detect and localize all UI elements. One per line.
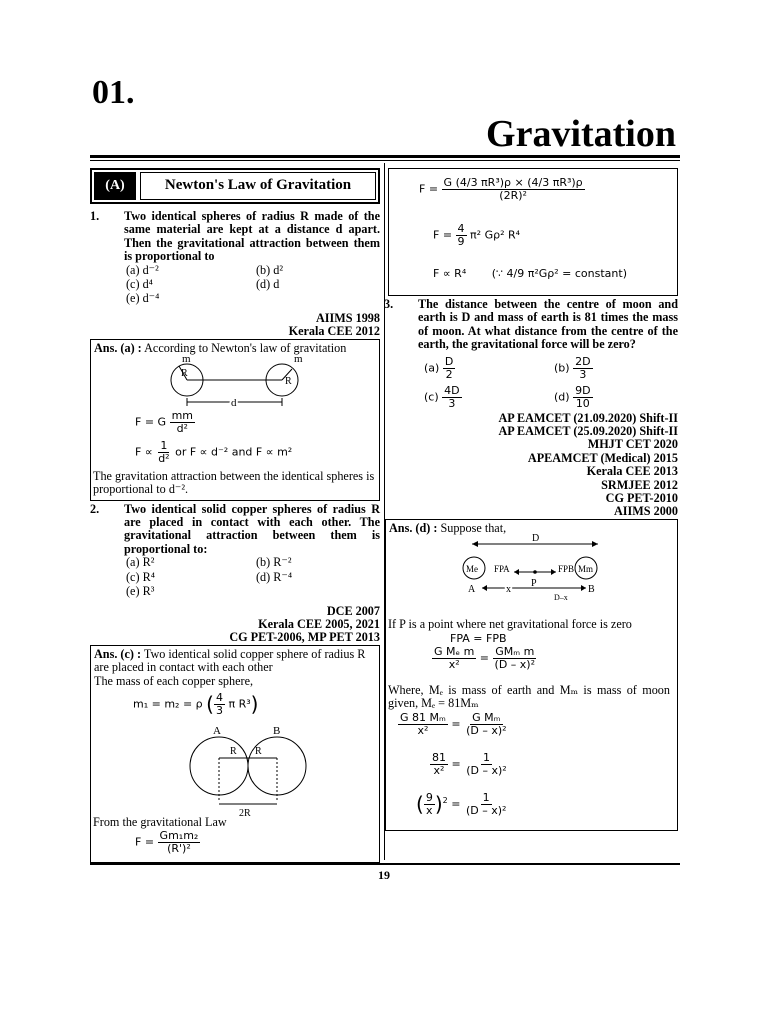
question-3-options: [424, 356, 678, 410]
option-e: (e) d⁻⁴: [126, 291, 160, 306]
option-b: (b) d²: [256, 262, 284, 277]
answer-3-box: [385, 519, 678, 831]
eq-substituted: $\frac{\text{G 81 Mₘ}}{\text{x²}}$ = $\frac{\text{G Mₘ}}{\text{(D – x)²}}$: [400, 710, 507, 737]
two-spheres-diagram: [151, 354, 351, 410]
label-Me: Me: [466, 563, 478, 574]
option-e: (e) R³: [126, 584, 155, 599]
option-d: (d) d: [256, 277, 280, 292]
source: AP EAMCET (25.09.2020) Shift-II: [498, 424, 678, 439]
arrow-head-right: [592, 541, 598, 547]
right-column: [384, 168, 678, 831]
label-P: P: [531, 577, 537, 589]
question-text: The distance between the centre of moon and earth is D and mass of earth is 81 times the mass of moon. At what distance from the centre of the earth, the gravitational force will be zero?: [418, 297, 678, 352]
eq-lhs: F ∝ R⁴: [433, 267, 467, 280]
force-arrow-right: [551, 569, 556, 575]
question-1-sources: [90, 312, 380, 339]
equation-proportion: [135, 440, 292, 465]
question-2-options: [126, 556, 380, 598]
eq-simplified: $\frac{81}{\text{x²}}$ = $\frac{1}{\text{(D – x)²}}$: [432, 750, 507, 777]
eq-rest: π² Gρ² R⁴: [470, 228, 521, 242]
question-number: 1.: [90, 209, 100, 223]
answer-text: According to Newton's law of gravitation: [144, 340, 347, 355]
eq-lhs: F ∝: [135, 445, 153, 459]
answer-2-box: [90, 645, 380, 863]
source: DCE 2007: [326, 603, 380, 618]
mass-label-left: m: [182, 353, 191, 365]
answer-label: Ans. (a) :: [94, 340, 142, 355]
chapter-title: Gravitation: [486, 113, 676, 155]
eq-num: 4: [457, 222, 465, 235]
radius-label-left: R: [181, 367, 188, 379]
label-x: x: [506, 583, 511, 595]
option-c: (c) d⁴: [126, 277, 153, 292]
force-arrow-left: [514, 569, 519, 575]
source: Kerala CEE 2005, 2021: [258, 616, 380, 631]
eq-num: Gm₁m₂: [159, 828, 199, 842]
continued-eq-3: [433, 267, 627, 280]
source: APEAMCET (Medical) 2015: [527, 450, 678, 465]
option-c: (c) $\frac{4D}{3}$: [424, 383, 460, 410]
page-number: 19: [378, 868, 390, 882]
answer-label: Ans. (d) :: [389, 520, 438, 535]
eq-lhs: F =: [433, 228, 453, 242]
law-text: From the gravitational Law: [93, 814, 227, 829]
question-3-sources: [388, 412, 678, 519]
option-d: (d) $\frac{9D}{10}$: [554, 383, 591, 410]
chapter-number: 01.: [92, 74, 135, 111]
p-text: If P is a point where net gravitational force is zero: [388, 616, 632, 631]
label-B: B: [588, 583, 595, 595]
eq-note: (∵ 4/9 π²Gρ² = constant): [491, 267, 627, 280]
section-header: [90, 168, 380, 204]
eq-lhs: m₁ = m₂ = ρ: [133, 697, 203, 711]
source: AIIMS 2000: [614, 504, 678, 519]
option-c: (c) R⁴: [126, 569, 155, 584]
distance-label: 2R: [239, 807, 251, 818]
where-text: Where, Mₑ is mass of earth and Mₘ is mass of moon given, Mₑ = 81Mₘ: [388, 682, 670, 711]
eq-den: 9: [457, 235, 465, 248]
eq-rest: or F ∝ d⁻² and F ∝ m²: [175, 445, 293, 459]
eq-den: (R')²: [167, 841, 191, 855]
touching-spheres-diagram: [175, 722, 325, 818]
option-a: (a) d⁻²: [126, 262, 159, 277]
question-text: Two identical solid copper spheres of radius R are placed in contact with each other. The gravitational attraction between them is proportional to:: [124, 501, 380, 556]
distance-label: d: [231, 396, 237, 409]
xdx-arrow-right: [581, 585, 586, 591]
option-a: (a) $\frac{D}{2}$: [424, 354, 454, 381]
option-b: (b) R⁻²: [256, 555, 292, 570]
left-column: [90, 168, 380, 863]
header-rule-thick: [90, 155, 680, 158]
eq-den: d²: [158, 451, 170, 465]
eq-fpa-fpb: FPA = FPB: [450, 631, 507, 645]
option-a: (a) R²: [126, 555, 155, 570]
eq-num: 1: [160, 438, 168, 452]
question-1: [90, 210, 380, 264]
mass-text: The mass of each copper sphere,: [94, 673, 254, 688]
option-b: (b) $\frac{2D}{3}$: [554, 354, 591, 381]
eq-lhs: F = G: [135, 415, 167, 429]
eq-den: d²: [176, 421, 188, 435]
eq-squared: ( $\frac{9}{x}$ )$^2$ = $\frac{1}{\text{(D – x)²}}$: [416, 790, 507, 817]
question-text: Two identical spheres of radius R made of the same material are kept at a distance d apart. Then the gravitational attraction between them is proportional to: [124, 209, 380, 264]
source: AIIMS 1998: [316, 310, 380, 325]
question-number: 2.: [90, 501, 100, 516]
eq-lhs: F =: [135, 835, 155, 849]
eq-num: G (4/3 πR³)ρ × (4/3 πR³)ρ: [443, 176, 583, 189]
answer-conclusion: The gravitation attraction between the identical spheres is proportional to d⁻².: [93, 468, 375, 497]
source: Kerala CEE 2012: [288, 324, 380, 339]
label-Mm: Mm: [578, 563, 594, 574]
answer-text: Suppose that,: [440, 520, 507, 535]
source: Kerala CEE 2013: [586, 464, 678, 479]
eq-num: mm: [171, 408, 193, 422]
law-equation: [135, 830, 200, 855]
label-b: B: [273, 724, 281, 737]
option-d: (d) R⁻⁴: [256, 569, 293, 584]
label-D: D: [532, 532, 540, 544]
source: SRMJEE 2012: [601, 477, 678, 492]
radius-label-1: R: [230, 745, 237, 757]
header-rule-thin: [90, 160, 680, 161]
arrow-head-left: [472, 541, 478, 547]
question-1-options: [126, 264, 380, 306]
question-3: [384, 298, 678, 352]
answer-text: Two identical solid copper sphere of radius R are placed in contact with each other: [94, 646, 366, 675]
point-P: [533, 570, 537, 574]
equation-force: [135, 410, 195, 435]
radius-label-2: R: [255, 745, 262, 757]
eq-num: 4: [215, 690, 223, 704]
source: AP EAMCET (21.09.2020) Shift-II: [498, 410, 678, 425]
label-FPA: FPA: [494, 563, 510, 574]
radius-label-right: R: [285, 375, 292, 387]
source: CG PET-2010: [605, 491, 678, 506]
xdx-arrow-left: [482, 585, 487, 591]
footer-rule: [90, 863, 680, 865]
answer-label: Ans. (c) :: [94, 646, 142, 661]
question-2-sources: [90, 605, 380, 645]
label-DX: D–x: [554, 592, 568, 602]
question-number: 3.: [384, 297, 394, 311]
answer-2-continued-box: [388, 168, 678, 296]
source: MHJT CET 2020: [587, 437, 678, 452]
continued-eq-1: [419, 177, 585, 202]
answer-1-box: [90, 339, 380, 501]
earth-moon-diagram: [456, 532, 616, 608]
continued-eq-2: [433, 223, 520, 248]
mass-equation: m₁ = m₂ = ρ ( $\frac{4}{3}$ π R³): [133, 690, 259, 717]
label-FPB: FPB: [558, 563, 575, 574]
eq-lhs: F =: [419, 182, 439, 196]
eq-force-balance: $\frac{\text{G Mₑ m}}{\text{x²}}$ = $\frac{\text{GMₘ m}}{\text{(D – x)²}}$: [434, 644, 535, 671]
source: CG PET-2006, MP PET 2013: [229, 630, 380, 645]
section-title: Newton's Law of Gravitation: [140, 172, 376, 200]
mass-label-right: m: [294, 353, 303, 365]
section-label: (A): [94, 172, 136, 200]
eq-den: 3: [215, 703, 223, 717]
eq-den: (2R)²: [499, 189, 527, 202]
label-A: A: [468, 583, 476, 595]
eq-rest: π R³: [228, 697, 251, 711]
question-2: [90, 503, 380, 557]
label-a: A: [213, 724, 221, 737]
